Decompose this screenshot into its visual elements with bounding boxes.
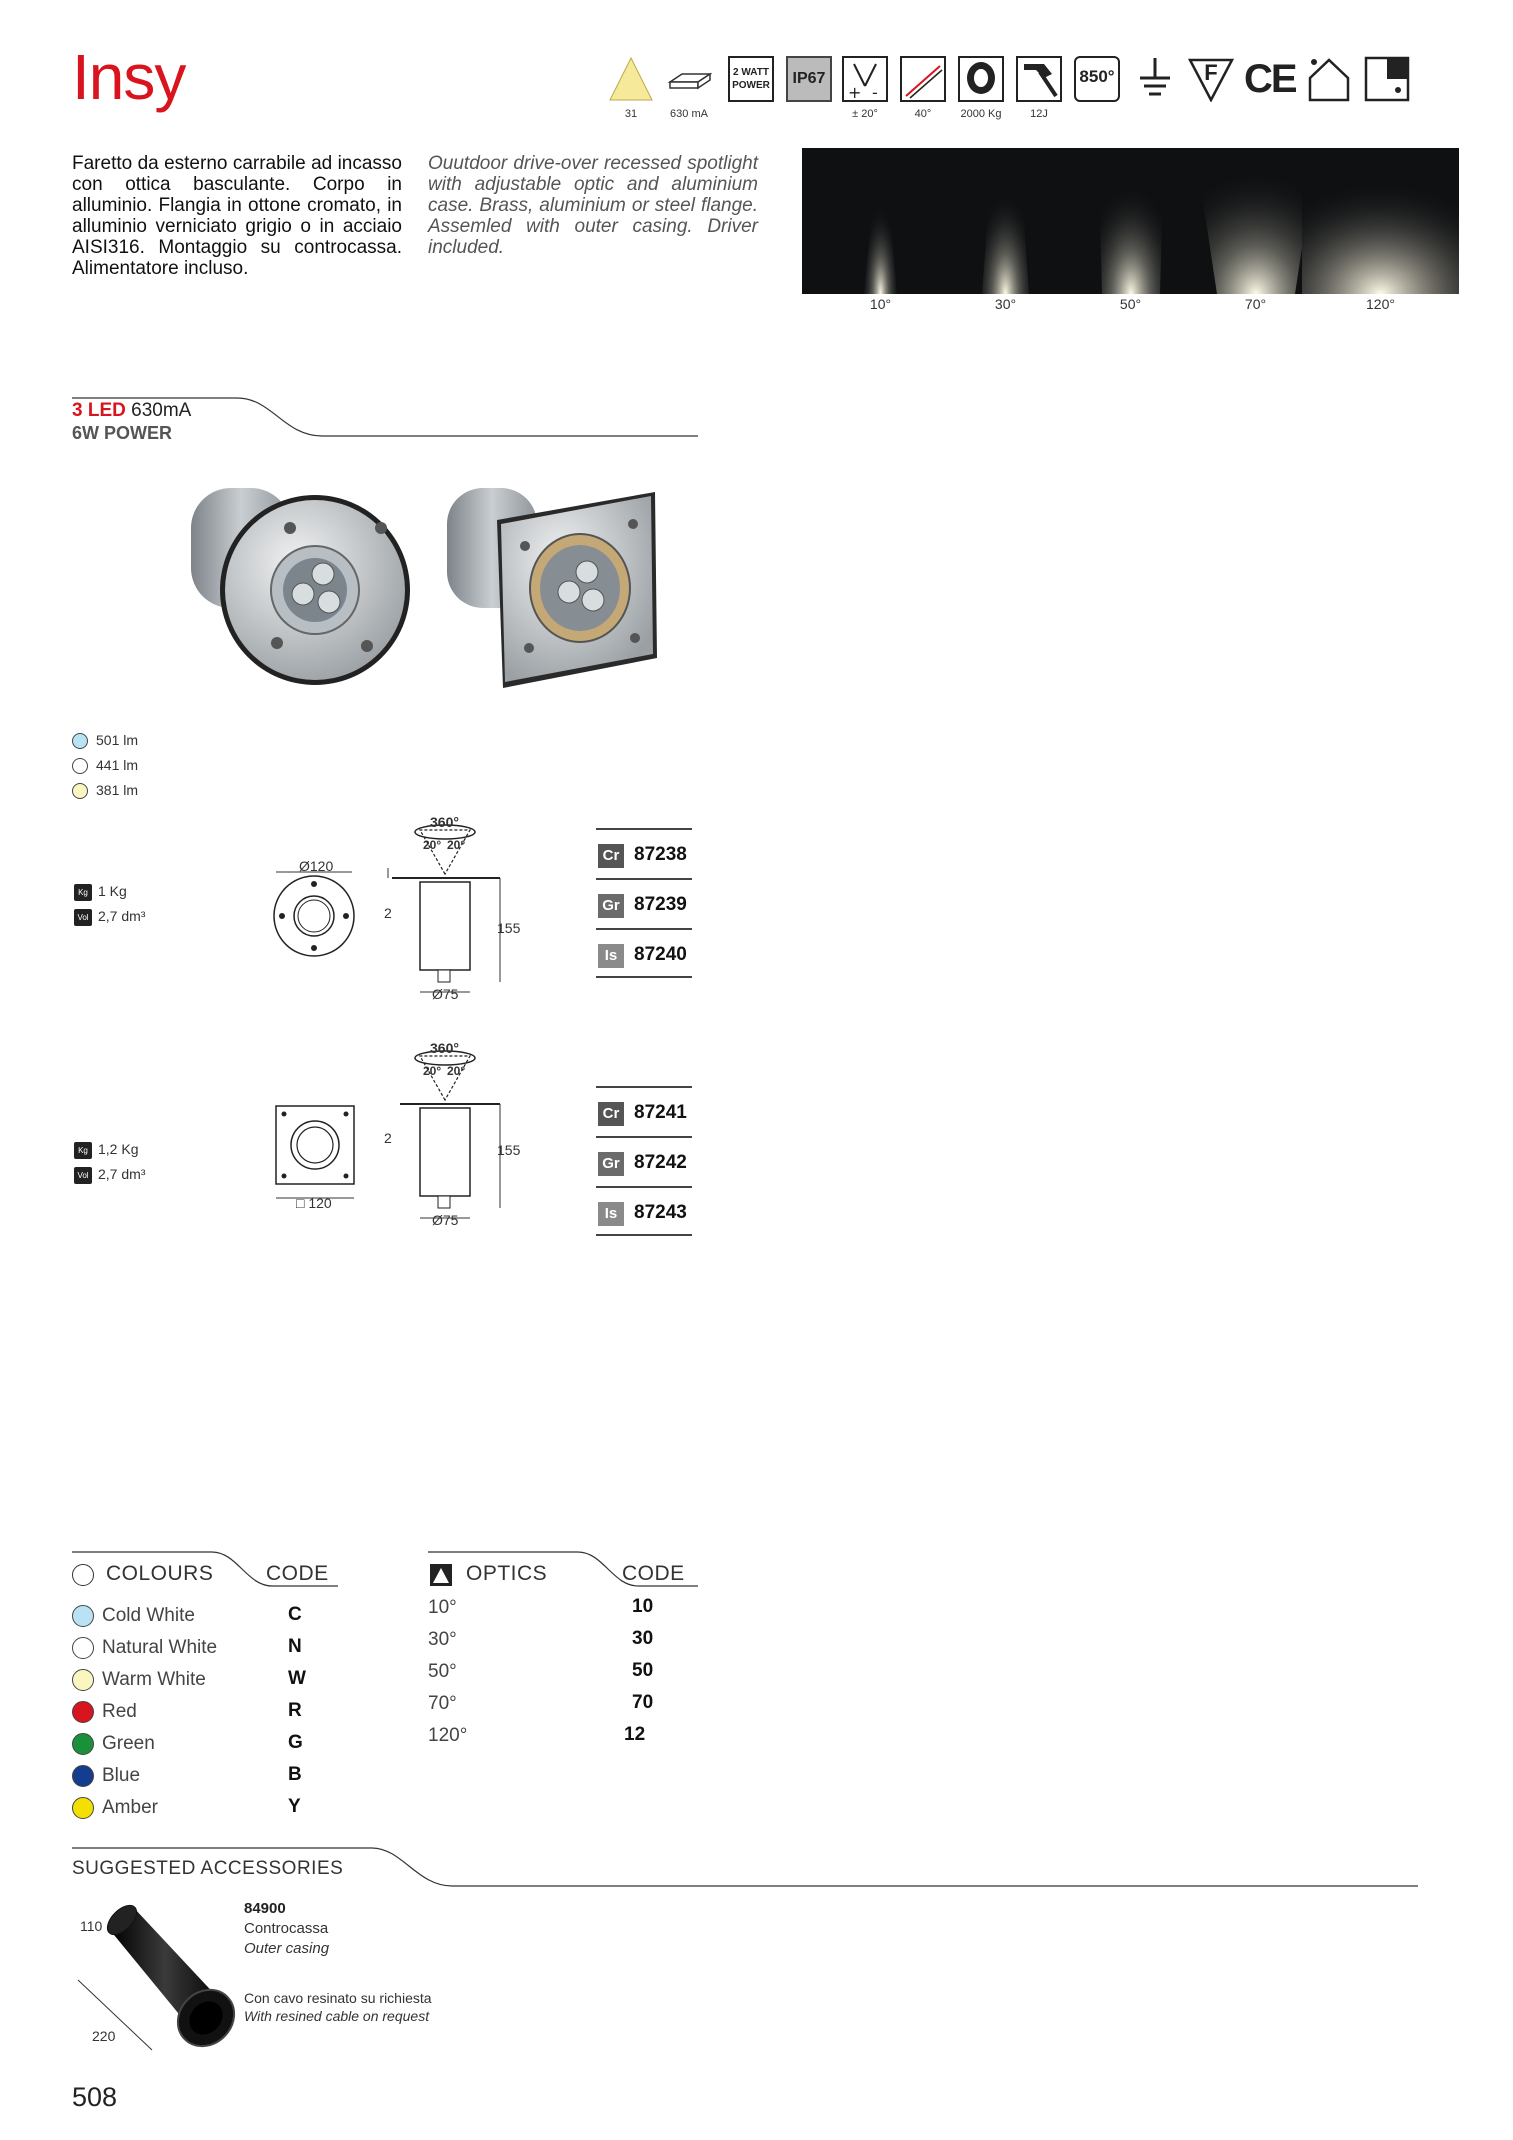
colour-swatch bbox=[72, 1669, 94, 1691]
weight-value: 1,2 Kg bbox=[98, 1141, 139, 1157]
product-photos bbox=[185, 478, 665, 698]
optic-code: 12 bbox=[624, 1724, 646, 1745]
beam-caption: 10° bbox=[869, 296, 892, 312]
accessories-title: SUGGESTED ACCESSORIES bbox=[72, 1858, 344, 1879]
colour-dot bbox=[72, 783, 88, 799]
square-half-icon bbox=[1364, 56, 1410, 102]
finish-badge-chrome: Cr bbox=[598, 844, 624, 868]
beam-caption: 30° bbox=[994, 296, 1017, 312]
dim-square: □ 120 bbox=[296, 1195, 332, 1211]
list-item: 50° bbox=[428, 1661, 457, 1682]
list-item: Natural White bbox=[72, 1636, 217, 1660]
accessory-name-it: Controcassa bbox=[244, 1920, 329, 1937]
dim-diameter: Ø120 bbox=[299, 858, 334, 874]
lumen-row bbox=[72, 780, 138, 800]
lumen-row bbox=[72, 730, 138, 750]
volume-icon: Vol bbox=[74, 1167, 92, 1184]
f-mark-icon bbox=[1188, 56, 1234, 102]
finish-badge-grey: Gr bbox=[598, 894, 624, 918]
code-row bbox=[596, 878, 692, 928]
accessory-name-en: Outer casing bbox=[244, 1940, 330, 1957]
description-english: Ouutdoor drive-over recessed spotlight with adjustable optic and aluminium case. Brass, aluminium or steel flange. Assemled with outer casing. Driver included. bbox=[428, 153, 758, 258]
2-watt-power-icon: 2 WATT POWER bbox=[728, 56, 774, 102]
finish-badge-steel: Is bbox=[598, 944, 624, 968]
optics-title: OPTICS bbox=[466, 1562, 548, 1585]
led-count: 3 LED bbox=[72, 400, 126, 421]
dim-tilt-left: 20° bbox=[423, 1064, 442, 1078]
code-row bbox=[596, 1136, 692, 1186]
icon-caption: 31 bbox=[624, 108, 638, 120]
colour-swatch bbox=[72, 1637, 94, 1659]
colours-code-header: CODE bbox=[266, 1562, 329, 1585]
colours-circle-icon bbox=[72, 1564, 94, 1586]
beam-photo bbox=[1302, 148, 1459, 294]
dim-outer-diameter: 110 bbox=[80, 1918, 103, 1934]
weight-icon: Kg bbox=[74, 884, 92, 901]
optic-code: 70 bbox=[632, 1692, 654, 1713]
code-row bbox=[596, 928, 692, 978]
colour-swatch bbox=[72, 1701, 94, 1723]
weight-row bbox=[74, 880, 127, 902]
optic-code: 30 bbox=[632, 1628, 654, 1649]
colour-code: N bbox=[288, 1636, 302, 1657]
section-divider bbox=[72, 396, 698, 442]
product-code: 87243 bbox=[634, 1202, 687, 1223]
colour-code: C bbox=[288, 1604, 302, 1625]
optic-code: 50 bbox=[632, 1660, 654, 1681]
accessory-note-en: With resined cable on request bbox=[244, 2008, 430, 2024]
lumen-row bbox=[72, 755, 138, 775]
colour-dot bbox=[72, 733, 88, 749]
product-codes bbox=[596, 828, 692, 978]
lumen-value: 381 lm bbox=[96, 782, 139, 798]
lumen-value: 441 lm bbox=[96, 757, 139, 773]
finish-badge-steel: Is bbox=[598, 1202, 624, 1226]
product-code: 87240 bbox=[634, 944, 687, 965]
dim-depth: 155 bbox=[497, 1142, 521, 1158]
beam-caption: 70° bbox=[1244, 296, 1267, 312]
dim-rotation: 360° bbox=[430, 1040, 459, 1056]
ip67-icon: IP67 bbox=[786, 56, 832, 102]
colour-code: W bbox=[288, 1668, 306, 1689]
drive-over-icon bbox=[958, 56, 1004, 102]
dim-tilt-left: 20° bbox=[423, 838, 442, 852]
icon-caption: 12J bbox=[1030, 108, 1048, 120]
house-icon bbox=[1306, 56, 1352, 102]
glow-wire-850-icon: 850° bbox=[1074, 56, 1120, 102]
list-item: Red bbox=[72, 1700, 137, 1724]
optics-triangle-icon bbox=[430, 1564, 452, 1586]
colour-code: R bbox=[288, 1700, 302, 1721]
technical-drawing-round bbox=[260, 812, 540, 1012]
volume-row bbox=[74, 905, 145, 927]
lumen-value: 501 lm bbox=[96, 732, 139, 748]
list-item: 10° bbox=[428, 1597, 457, 1618]
finish-badge-grey: Gr bbox=[598, 1152, 624, 1176]
colour-dot bbox=[72, 758, 88, 774]
volume-value: 2,7 dm³ bbox=[98, 908, 146, 924]
list-item: Cold White bbox=[72, 1604, 195, 1628]
dim-outer-length: 220 bbox=[92, 2028, 116, 2044]
colour-swatch bbox=[72, 1733, 94, 1755]
ground-icon bbox=[1132, 56, 1178, 102]
svg-text:-: - bbox=[872, 83, 878, 102]
list-item: 70° bbox=[428, 1693, 457, 1714]
page-title: Insy bbox=[72, 41, 186, 113]
product-code: 87241 bbox=[634, 1102, 687, 1123]
dim-flange: 2 bbox=[384, 905, 392, 921]
list-item: Blue bbox=[72, 1764, 140, 1788]
dim-tilt-right: 20° bbox=[447, 838, 466, 852]
code-row bbox=[596, 828, 692, 878]
code-row bbox=[596, 1186, 692, 1236]
dim-body: Ø75 bbox=[432, 1212, 459, 1228]
product-code: 87242 bbox=[634, 1152, 687, 1173]
section-power: 6W POWER bbox=[72, 423, 173, 443]
page-number: 508 bbox=[72, 2082, 118, 2112]
optics-code-header: CODE bbox=[622, 1562, 685, 1585]
f-mark-letter: F bbox=[1204, 60, 1218, 85]
weight-icon: Kg bbox=[74, 1142, 92, 1159]
description-italian: Faretto da esterno carrabile ad incasso con ottica basculante. Corpo in alluminio. Flangia in ottone cromato, in alluminio verniciato grigio o in acciaio AISI316. Montaggio su controcassa. Alimentatore incluso. bbox=[72, 153, 402, 279]
icon-caption: 630 mA bbox=[670, 108, 708, 120]
beam-caption: 120° bbox=[1366, 296, 1395, 312]
list-item: 120° bbox=[428, 1725, 468, 1746]
finish-badge-chrome: Cr bbox=[598, 1102, 624, 1126]
svg-text:+: + bbox=[848, 83, 862, 102]
angle-40-icon bbox=[900, 56, 946, 102]
dim-body: Ø75 bbox=[432, 986, 459, 1002]
colour-swatch bbox=[72, 1605, 94, 1627]
dim-rotation: 360° bbox=[430, 814, 459, 830]
dim-flange: 2 bbox=[384, 1130, 392, 1146]
volume-icon: Vol bbox=[74, 909, 92, 926]
icon-caption: ± 20° bbox=[852, 108, 878, 120]
colour-code: B bbox=[288, 1764, 302, 1785]
hammer-12j-icon bbox=[1016, 56, 1062, 102]
colour-code: G bbox=[288, 1732, 303, 1753]
accessory-code: 84900 bbox=[244, 1900, 286, 1917]
tilt-20-icon bbox=[842, 56, 888, 102]
beam-caption: 50° bbox=[1119, 296, 1142, 312]
colour-swatch bbox=[72, 1765, 94, 1787]
icon-caption: 2000 Kg bbox=[960, 108, 1002, 120]
accessory-note-it: Con cavo resinato su richiesta bbox=[244, 1990, 432, 2006]
list-item: Green bbox=[72, 1732, 155, 1756]
product-code: 87238 bbox=[634, 844, 687, 865]
dim-tilt-right: 20° bbox=[447, 1064, 466, 1078]
ce-mark-icon: CE bbox=[1244, 57, 1296, 101]
colour-swatch bbox=[72, 1797, 94, 1819]
colour-code: Y bbox=[288, 1796, 301, 1817]
list-item: Amber bbox=[72, 1796, 158, 1820]
product-codes bbox=[596, 1086, 692, 1236]
led-current: 630mA bbox=[131, 400, 192, 421]
optic-code: 10 bbox=[632, 1596, 654, 1617]
icon-caption: 40° bbox=[914, 108, 932, 120]
driver-box-icon bbox=[666, 56, 712, 102]
colours-title: COLOURS bbox=[106, 1562, 214, 1585]
list-item: Warm White bbox=[72, 1668, 206, 1692]
list-item: 30° bbox=[428, 1629, 457, 1650]
code-row bbox=[596, 1086, 692, 1136]
dim-depth: 155 bbox=[497, 920, 521, 936]
product-code: 87239 bbox=[634, 894, 687, 915]
weight-row bbox=[74, 1138, 138, 1160]
volume-row bbox=[74, 1163, 145, 1185]
triangle-31-icon bbox=[608, 56, 654, 102]
weight-value: 1 Kg bbox=[98, 883, 127, 899]
volume-value: 2,7 dm³ bbox=[98, 1166, 146, 1182]
